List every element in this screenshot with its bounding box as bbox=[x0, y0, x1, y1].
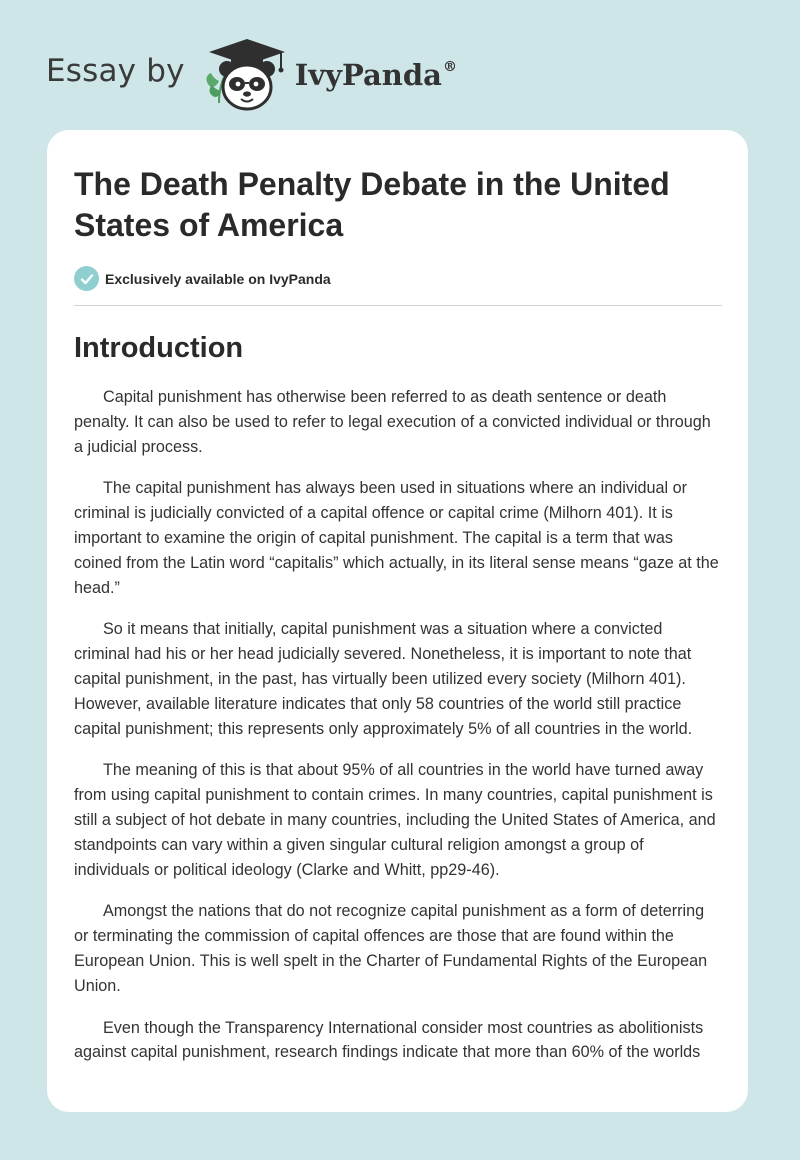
paragraph: Amongst the nations that do not recognize capital punishment as a form of deterring or terminating the commission of capital offences are those that are found within the European Union. This is well spelt in the Charter of Fundamental Rights of the European Union. bbox=[74, 902, 708, 995]
brand-name-text: IvyPanda bbox=[294, 58, 442, 92]
registered-mark: ® bbox=[442, 59, 457, 75]
title-divider bbox=[74, 305, 722, 306]
paragraph: Even though the Transparency International consider most countries as abolitionists against capital punishment, research findings indicate that more than 60% of the worlds bbox=[74, 1018, 704, 1062]
site-header bbox=[46, 34, 457, 114]
paragraph: Capital punishment has otherwise been referred to as death sentence or death penalty. It can also be used to refer to legal execution of a convicted individual or through a judicial process. bbox=[74, 388, 711, 456]
brand-name[interactable] bbox=[295, 58, 457, 92]
panda-logo-icon[interactable] bbox=[201, 35, 293, 113]
paragraph: The capital punishment has always been used in situations where an individual or criminal is judicially convicted of a capital offence or capital crime (Milhorn 401). It is important to examine the origin of capital punishment. The capital is a term that was coined from the Latin word “capitalis” which actually, in its literal sense means “gaze at the head.” bbox=[74, 479, 719, 597]
essay-by-label: Essay by bbox=[46, 53, 185, 89]
paragraph: So it means that initially, capital punishment was a situation where a convicted criminal had his or her head judicially severed. Nonetheless, it is important to note that capital punishment, in the past, has virtually been utilized every society (Milhorn 401). However, available literature indicates that only 58 countries of the world still practice capital punishment; this represents only approximately 5% of all countries in the world. bbox=[74, 620, 693, 738]
essay-title: The Death Penalty Debate in the United States of America bbox=[74, 166, 670, 243]
essay-body bbox=[74, 385, 722, 1065]
checkmark-icon bbox=[74, 266, 99, 291]
paragraph: The meaning of this is that about 95% of all countries in the world have turned away from using capital punishment to contain crimes. In many countries, capital punishment is still a subject of hot debate in many countries, including the United States of America, and standpoints can vary within a given singular cultural religion amongst a group of individuals or political ideology (Clarke and Whitt, pp29-46). bbox=[74, 761, 716, 879]
section-heading: Introduction bbox=[74, 332, 244, 364]
exclusive-badge bbox=[74, 266, 722, 291]
exclusive-badge-text: Exclusively available on IvyPanda bbox=[105, 270, 331, 287]
essay-card bbox=[47, 130, 748, 1112]
